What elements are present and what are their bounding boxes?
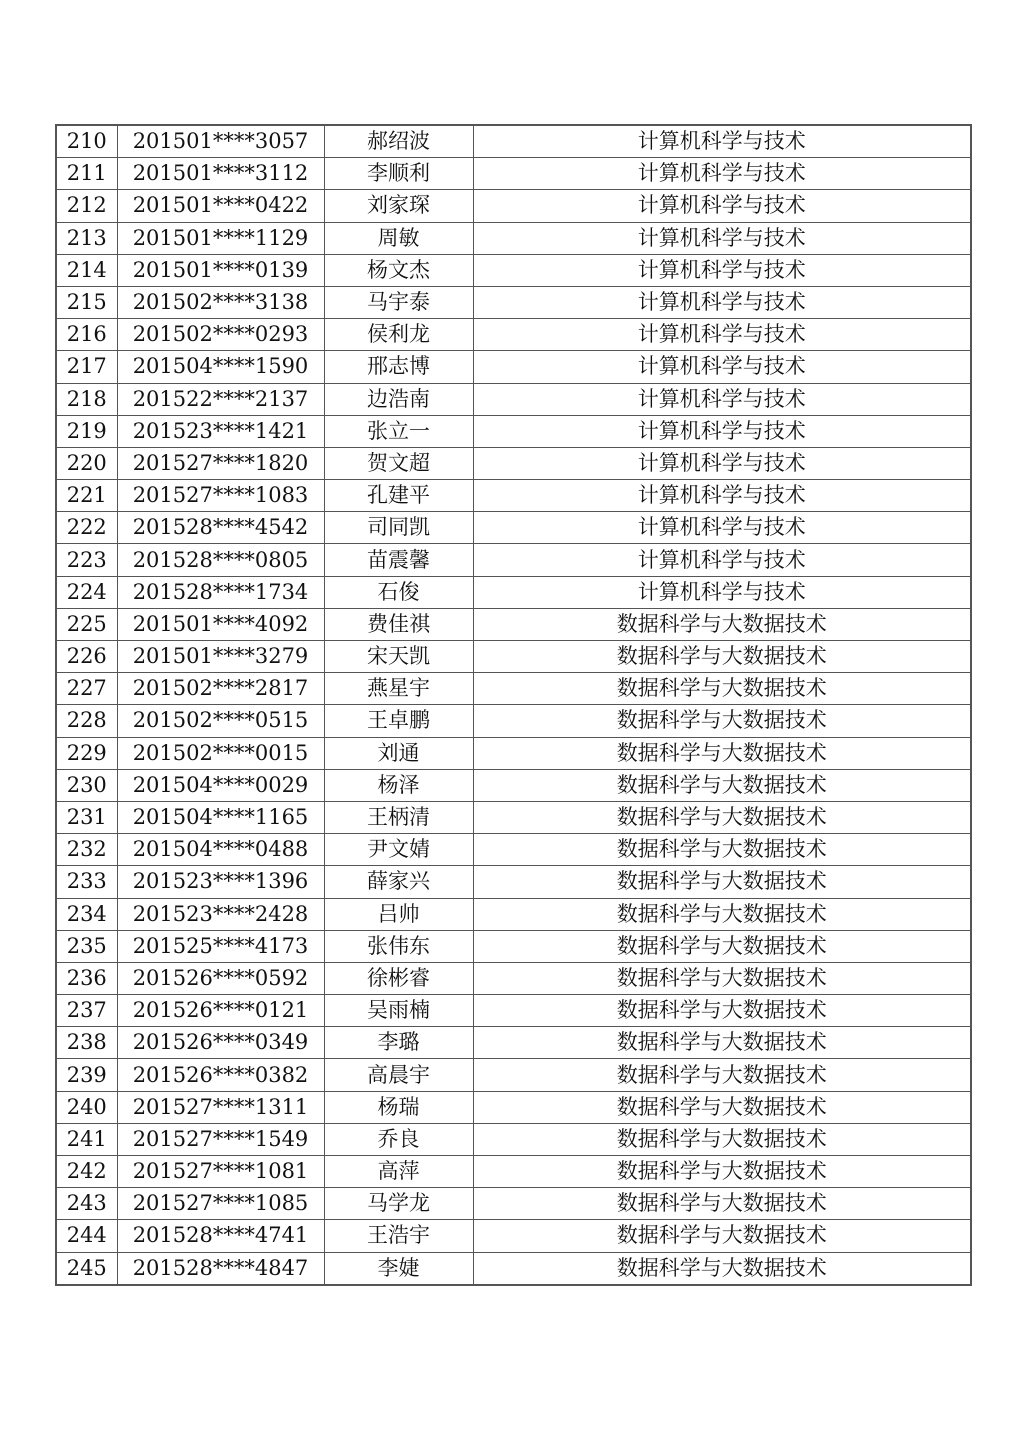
- major-cell: 计算机科学与技术: [473, 576, 971, 608]
- student-id-cell: 201502****3138: [117, 286, 324, 318]
- major-cell: 计算机科学与技术: [473, 319, 971, 351]
- row-number-cell: 241: [56, 1123, 117, 1155]
- table-row: [56, 254, 971, 286]
- student-name-cell: 邢志博: [324, 351, 473, 383]
- row-number-cell: 236: [56, 962, 117, 994]
- student-name-cell: 李璐: [324, 1027, 473, 1059]
- row-number-cell: 226: [56, 641, 117, 673]
- major-cell: 数据科学与大数据技术: [473, 1188, 971, 1220]
- major-cell: 数据科学与大数据技术: [473, 1156, 971, 1188]
- student-id-cell: 201501****3279: [117, 641, 324, 673]
- student-name-cell: 高萍: [324, 1156, 473, 1188]
- row-number-cell: 242: [56, 1156, 117, 1188]
- major-cell: 数据科学与大数据技术: [473, 769, 971, 801]
- student-id-cell: 201502****0515: [117, 705, 324, 737]
- student-name-cell: 李顺利: [324, 158, 473, 190]
- student-id-cell: 201526****0382: [117, 1059, 324, 1091]
- table-row: [56, 834, 971, 866]
- student-id-cell: 201527****1085: [117, 1188, 324, 1220]
- major-cell: 计算机科学与技术: [473, 158, 971, 190]
- student-id-cell: 201501****3057: [117, 125, 324, 158]
- student-name-cell: 李婕: [324, 1252, 473, 1285]
- table-row: [56, 125, 971, 158]
- row-number-cell: 233: [56, 866, 117, 898]
- row-number-cell: 222: [56, 512, 117, 544]
- student-id-cell: 201527****1083: [117, 480, 324, 512]
- student-id-cell: 201523****1421: [117, 415, 324, 447]
- major-cell: 数据科学与大数据技术: [473, 1220, 971, 1252]
- student-name-cell: 侯利龙: [324, 319, 473, 351]
- student-name-cell: 燕星宇: [324, 673, 473, 705]
- student-id-cell: 201528****4847: [117, 1252, 324, 1285]
- row-number-cell: 232: [56, 834, 117, 866]
- row-number-cell: 223: [56, 544, 117, 576]
- student-name-cell: 薛家兴: [324, 866, 473, 898]
- major-cell: 数据科学与大数据技术: [473, 962, 971, 994]
- student-name-cell: 尹文婧: [324, 834, 473, 866]
- row-number-cell: 225: [56, 608, 117, 640]
- major-cell: 数据科学与大数据技术: [473, 1123, 971, 1155]
- student-name-cell: 司同凯: [324, 512, 473, 544]
- major-cell: 数据科学与大数据技术: [473, 673, 971, 705]
- table-row: [56, 1156, 971, 1188]
- major-cell: 计算机科学与技术: [473, 125, 971, 158]
- row-number-cell: 214: [56, 254, 117, 286]
- student-id-cell: 201527****1081: [117, 1156, 324, 1188]
- row-number-cell: 216: [56, 319, 117, 351]
- student-id-cell: 201501****3112: [117, 158, 324, 190]
- major-cell: 数据科学与大数据技术: [473, 898, 971, 930]
- table-row: [56, 222, 971, 254]
- table-row: [56, 1252, 971, 1285]
- table-row: [56, 512, 971, 544]
- student-id-cell: 201502****0293: [117, 319, 324, 351]
- major-cell: 计算机科学与技术: [473, 447, 971, 479]
- student-name-cell: 石俊: [324, 576, 473, 608]
- table-row: [56, 641, 971, 673]
- major-cell: 数据科学与大数据技术: [473, 641, 971, 673]
- major-cell: 数据科学与大数据技术: [473, 801, 971, 833]
- major-cell: 计算机科学与技术: [473, 544, 971, 576]
- table-row: [56, 351, 971, 383]
- major-cell: 计算机科学与技术: [473, 383, 971, 415]
- major-cell: 数据科学与大数据技术: [473, 1252, 971, 1285]
- major-cell: 数据科学与大数据技术: [473, 1059, 971, 1091]
- student-name-cell: 张伟东: [324, 930, 473, 962]
- student-name-cell: 费佳祺: [324, 608, 473, 640]
- student-id-cell: 201502****2817: [117, 673, 324, 705]
- student-id-cell: 201504****0029: [117, 769, 324, 801]
- student-name-cell: 乔良: [324, 1123, 473, 1155]
- table-row: [56, 1059, 971, 1091]
- student-id-cell: 201528****4542: [117, 512, 324, 544]
- table-row: [56, 898, 971, 930]
- student-id-cell: 201527****1311: [117, 1091, 324, 1123]
- table-row: [56, 930, 971, 962]
- table-row: [56, 608, 971, 640]
- table-row: [56, 286, 971, 318]
- student-id-cell: 201504****1165: [117, 801, 324, 833]
- row-number-cell: 220: [56, 447, 117, 479]
- student-name-cell: 周敏: [324, 222, 473, 254]
- student-name-cell: 张立一: [324, 415, 473, 447]
- row-number-cell: 239: [56, 1059, 117, 1091]
- table-row: [56, 158, 971, 190]
- student-name-cell: 边浩南: [324, 383, 473, 415]
- row-number-cell: 212: [56, 190, 117, 222]
- student-id-cell: 201504****0488: [117, 834, 324, 866]
- row-number-cell: 235: [56, 930, 117, 962]
- student-id-cell: 201523****1396: [117, 866, 324, 898]
- table-row: [56, 769, 971, 801]
- student-name-cell: 王柄清: [324, 801, 473, 833]
- student-name-cell: 马宇泰: [324, 286, 473, 318]
- major-cell: 计算机科学与技术: [473, 512, 971, 544]
- table-row: [56, 190, 971, 222]
- row-number-cell: 218: [56, 383, 117, 415]
- table-row: [56, 801, 971, 833]
- major-cell: 数据科学与大数据技术: [473, 930, 971, 962]
- table-row: [56, 1123, 971, 1155]
- table-row: [56, 1091, 971, 1123]
- table-row: [56, 319, 971, 351]
- table-row: [56, 1188, 971, 1220]
- student-name-cell: 刘家琛: [324, 190, 473, 222]
- student-id-cell: 201523****2428: [117, 898, 324, 930]
- row-number-cell: 219: [56, 415, 117, 447]
- student-id-cell: 201527****1820: [117, 447, 324, 479]
- student-name-cell: 王浩宇: [324, 1220, 473, 1252]
- student-name-cell: 杨文杰: [324, 254, 473, 286]
- student-name-cell: 贺文超: [324, 447, 473, 479]
- table-row: [56, 1027, 971, 1059]
- row-number-cell: 213: [56, 222, 117, 254]
- student-name-cell: 高晨宇: [324, 1059, 473, 1091]
- table-row: [56, 447, 971, 479]
- major-cell: 数据科学与大数据技术: [473, 995, 971, 1027]
- student-id-cell: 201501****4092: [117, 608, 324, 640]
- student-id-cell: 201526****0349: [117, 1027, 324, 1059]
- major-cell: 计算机科学与技术: [473, 254, 971, 286]
- row-number-cell: 211: [56, 158, 117, 190]
- table-row: [56, 962, 971, 994]
- student-id-cell: 201501****1129: [117, 222, 324, 254]
- student-name-cell: 王卓鹏: [324, 705, 473, 737]
- student-name-cell: 刘通: [324, 737, 473, 769]
- row-number-cell: 221: [56, 480, 117, 512]
- student-id-cell: 201501****0139: [117, 254, 324, 286]
- student-id-cell: 201528****0805: [117, 544, 324, 576]
- student-name-cell: 宋天凯: [324, 641, 473, 673]
- row-number-cell: 227: [56, 673, 117, 705]
- major-cell: 计算机科学与技术: [473, 190, 971, 222]
- table-row: [56, 415, 971, 447]
- student-id-cell: 201504****1590: [117, 351, 324, 383]
- student-id-cell: 201528****1734: [117, 576, 324, 608]
- student-name-cell: 杨瑞: [324, 1091, 473, 1123]
- major-cell: 数据科学与大数据技术: [473, 608, 971, 640]
- row-number-cell: 245: [56, 1252, 117, 1285]
- table-row: [56, 673, 971, 705]
- table-row: [56, 737, 971, 769]
- row-number-cell: 228: [56, 705, 117, 737]
- student-name-cell: 吴雨楠: [324, 995, 473, 1027]
- row-number-cell: 237: [56, 995, 117, 1027]
- row-number-cell: 217: [56, 351, 117, 383]
- major-cell: 计算机科学与技术: [473, 480, 971, 512]
- major-cell: 计算机科学与技术: [473, 351, 971, 383]
- row-number-cell: 244: [56, 1220, 117, 1252]
- student-id-cell: 201528****4741: [117, 1220, 324, 1252]
- row-number-cell: 230: [56, 769, 117, 801]
- table-row: [56, 995, 971, 1027]
- row-number-cell: 234: [56, 898, 117, 930]
- student-id-cell: 201526****0121: [117, 995, 324, 1027]
- student-name-cell: 马学龙: [324, 1188, 473, 1220]
- row-number-cell: 229: [56, 737, 117, 769]
- student-name-cell: 徐彬睿: [324, 962, 473, 994]
- row-number-cell: 224: [56, 576, 117, 608]
- student-id-cell: 201502****0015: [117, 737, 324, 769]
- major-cell: 数据科学与大数据技术: [473, 866, 971, 898]
- row-number-cell: 231: [56, 801, 117, 833]
- row-number-cell: 210: [56, 125, 117, 158]
- row-number-cell: 240: [56, 1091, 117, 1123]
- row-number-cell: 243: [56, 1188, 117, 1220]
- major-cell: 数据科学与大数据技术: [473, 1091, 971, 1123]
- student-name-cell: 苗震馨: [324, 544, 473, 576]
- student-name-cell: 郝绍波: [324, 125, 473, 158]
- table-row: [56, 1220, 971, 1252]
- row-number-cell: 238: [56, 1027, 117, 1059]
- table-row: [56, 480, 971, 512]
- row-number-cell: 215: [56, 286, 117, 318]
- student-list-body: [56, 125, 971, 1285]
- major-cell: 计算机科学与技术: [473, 222, 971, 254]
- table-row: [56, 866, 971, 898]
- table-row: [56, 576, 971, 608]
- major-cell: 数据科学与大数据技术: [473, 705, 971, 737]
- major-cell: 计算机科学与技术: [473, 286, 971, 318]
- major-cell: 计算机科学与技术: [473, 415, 971, 447]
- student-id-cell: 201525****4173: [117, 930, 324, 962]
- student-id-cell: 201526****0592: [117, 962, 324, 994]
- table-row: [56, 705, 971, 737]
- student-name-cell: 孔建平: [324, 480, 473, 512]
- major-cell: 数据科学与大数据技术: [473, 834, 971, 866]
- major-cell: 数据科学与大数据技术: [473, 1027, 971, 1059]
- table-row: [56, 383, 971, 415]
- student-list-table: [55, 124, 972, 1286]
- student-name-cell: 吕帅: [324, 898, 473, 930]
- student-name-cell: 杨泽: [324, 769, 473, 801]
- table-row: [56, 544, 971, 576]
- student-id-cell: 201527****1549: [117, 1123, 324, 1155]
- student-id-cell: 201501****0422: [117, 190, 324, 222]
- major-cell: 数据科学与大数据技术: [473, 737, 971, 769]
- student-id-cell: 201522****2137: [117, 383, 324, 415]
